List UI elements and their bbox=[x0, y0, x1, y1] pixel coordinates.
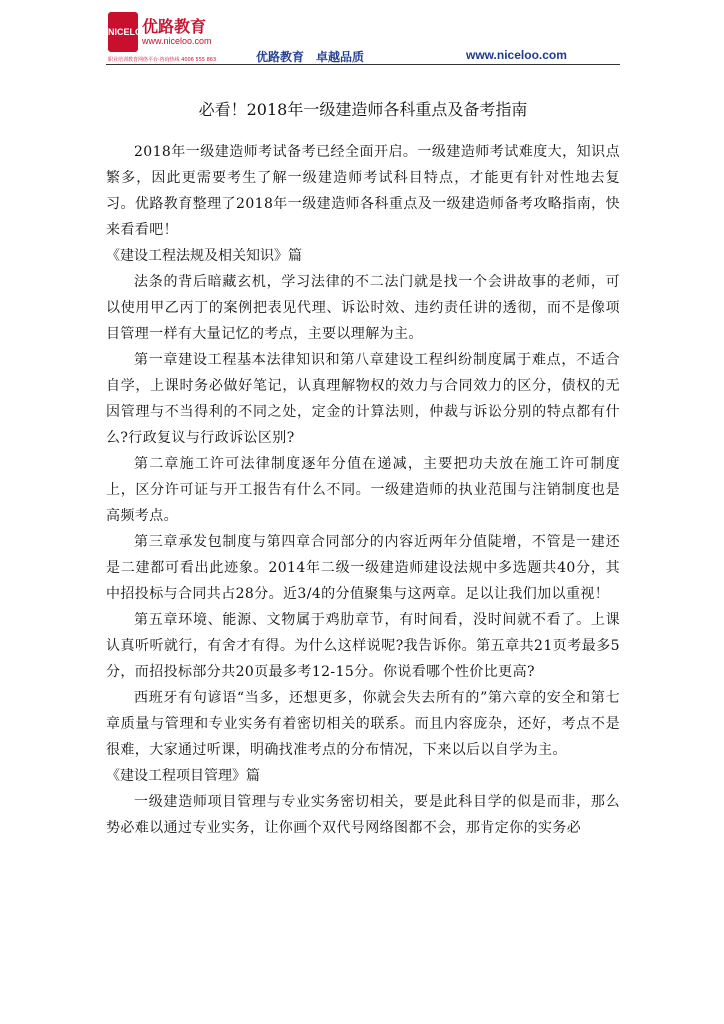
paragraph-law-5: 第五章环境、能源、文物属于鸡肋章节，有时间看，没时间就不看了。上课认真听听就行，有舍才有得。为什么这样说呢?我告诉你。第五章共21页考最多5分，而招投标部分共20页最多考12-15分。你说看哪个性价比更高? bbox=[106, 612, 620, 680]
header-divider bbox=[106, 64, 620, 65]
logo-url: www.niceloo.com bbox=[142, 36, 212, 46]
section-heading-law: 《建设工程法规及相关知识》篇 bbox=[106, 248, 302, 264]
paragraph-law-2: 第一章建设工程基本法律知识和第八章建设工程纠纷制度属于难点，不适合自学，上课时务必做好笔记，认真理解物权的效力与合同效力的区分，债权的无因管理与不当得利的不同之处，定金的计算法则，仲裁与诉讼分别的特点都有什么?行政复议与行政诉讼区别? bbox=[106, 352, 620, 446]
logo-badge: NICELOO bbox=[108, 12, 138, 52]
niceloo-logo bbox=[108, 12, 258, 63]
paragraph-law-6: 西班牙有句谚语“当多，还想更多，你就会失去所有的”第六章的安全和第七章质量与管理和专业实务有着密切相关的联系。而且内容庞杂，还好，考点不是很难，大家通过听课，明确找准考点的分布情况，下来以后以自学为主。 bbox=[106, 690, 620, 758]
paragraph-law-1: 法条的背后暗藏玄机，学习法律的不二法门就是找一个会讲故事的老师，可以使用甲乙丙丁的案例把表见代理、诉讼时效、违约责任讲的透彻，而不是像项目管理一样有大量记忆的考点，主要以理解为主。 bbox=[106, 274, 620, 342]
document-title: 必看！2018年一级建造师各科重点及备考指南 bbox=[198, 100, 528, 119]
section-heading-project: 《建设工程项目管理》篇 bbox=[106, 768, 260, 784]
header-url: www.niceloo.com bbox=[466, 48, 567, 62]
logo-name: 优路教育 bbox=[142, 17, 207, 36]
paragraph-law-3: 第二章施工许可法律制度逐年分值在递减，主要把功夫放在施工许可制度上，区分许可证与开工报告有什么不同。一级建造师的执业范围与注销制度也是高频考点。 bbox=[106, 456, 620, 524]
paragraph-project-1: 一级建造师项目管理与专业实务密切相关，要是此科目学的似是而非，那么势必难以通过专业实务，让你画个双代号网络图都不会，那肯定你的实务必 bbox=[106, 794, 620, 836]
logo-slogan: 职业培训教育网络平台·咨询热线 4006 555 863 bbox=[108, 57, 217, 63]
paragraph-law-4: 第三章承发包制度与第四章合同部分的内容近两年分值陡增，不管是一建还是二建都可看出此迹象。2014年二级一级建造师建设法规中多选题共40分，其中招投标与合同共占28分。近3/4的分值聚集与这两章。足以让我们加以重视！ bbox=[106, 534, 620, 602]
paragraph-intro: 2018年一级建造师考试备考已经全面开启。一级建造师考试难度大，知识点繁多，因此更需要考生了解一级建造师考试科目特点，才能更有针对性地去复习。优路教育整理了2018年一级建造师各科重点及一级建造师备考攻略指南，快来看看吧！ bbox=[106, 144, 620, 238]
document-body bbox=[106, 98, 620, 841]
page-header bbox=[0, 0, 724, 70]
header-slogan: 优路教育 卓越品质 bbox=[256, 50, 365, 64]
